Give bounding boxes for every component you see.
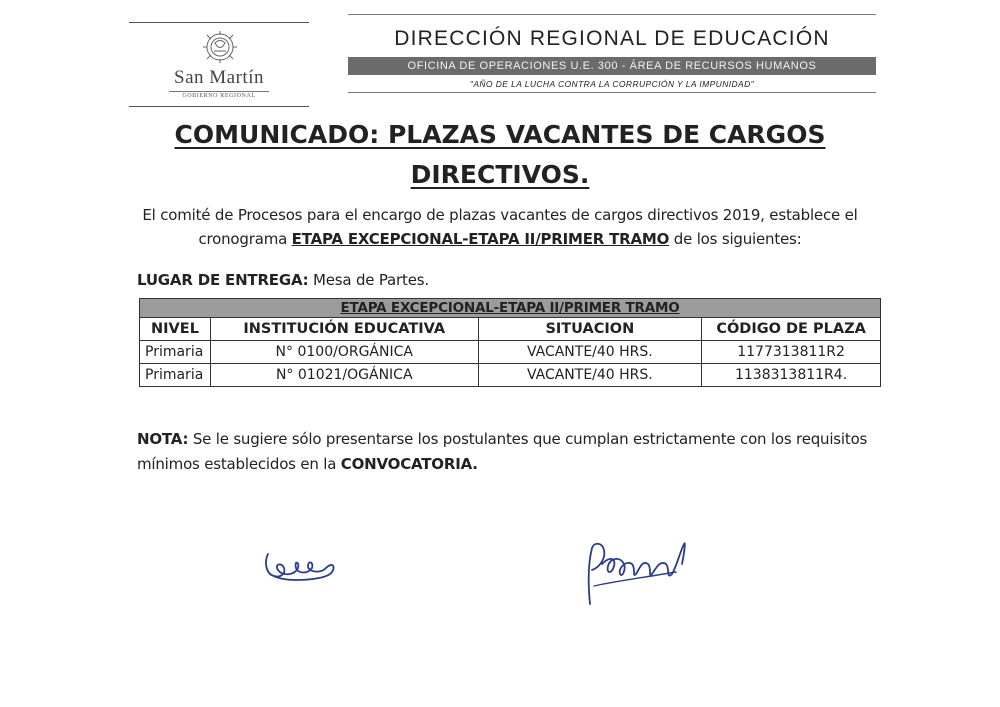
cell-situacion: VACANTE/40 HRS. (478, 364, 702, 387)
gobierno-regional-logo (129, 22, 309, 107)
cell-situacion: VACANTE/40 HRS. (478, 341, 702, 364)
vacancies-table (139, 298, 881, 387)
cell-institucion: N° 01021/OGÁNICA (210, 364, 478, 387)
column-header-situacion: SITUACION (478, 318, 702, 341)
year-motto: "AÑO DE LA LUCHA CONTRA LA CORRUPCIÓN Y LA IMPUNIDAD" (469, 79, 755, 89)
table-row (140, 341, 881, 364)
intro-text-end: de los siguientes: (669, 230, 802, 248)
note-paragraph (137, 427, 877, 477)
office-banner: OFICINA DE OPERACIONES U.E. 300 - ÁREA DE RECURSOS HUMANOS (348, 57, 876, 75)
logo-subtitle: GOBIERNO REGIONAL (169, 91, 269, 99)
column-header-institucion: INSTITUCIÓN EDUCATIVA (210, 318, 478, 341)
note-emphasis: CONVOCATORIA. (340, 455, 478, 473)
table-header-row (140, 318, 881, 341)
intro-paragraph (120, 203, 880, 251)
signature-right (580, 534, 692, 606)
letterhead (348, 14, 876, 93)
letterhead-bottom-rule (348, 92, 876, 93)
cell-nivel: Primaria (140, 364, 211, 387)
cell-institucion: N° 0100/ORGÁNICA (210, 341, 478, 364)
intro-text: El comité de Procesos para el encargo de plazas vacantes de cargos directivos 2019, establece el cronograma (142, 206, 858, 248)
institution-title: DIRECCIÓN REGIONAL DE EDUCACIÓN (394, 27, 830, 50)
cell-codigo: 1177313811R2 (702, 341, 881, 364)
note-text: Se le sugiere sólo presentarse los postulantes que cumplan estrictamente con los requisitos mínimos establecidos en la (137, 430, 868, 473)
column-header-nivel: NIVEL (140, 318, 211, 341)
logo-name: San Martín (174, 67, 264, 88)
table-caption: ETAPA EXCEPCIONAL-ETAPA II/PRIMER TRAMO (140, 299, 881, 318)
note-label: NOTA: (137, 430, 189, 448)
cell-nivel: Primaria (140, 341, 211, 364)
delivery-place-label: LUGAR DE ENTREGA: (137, 271, 309, 289)
signature-left (262, 548, 344, 586)
intro-stage-name: ETAPA EXCEPCIONAL-ETAPA II/PRIMER TRAMO (291, 230, 670, 248)
table-row (140, 364, 881, 387)
column-header-codigo: CÓDIGO DE PLAZA (702, 318, 881, 341)
document-title-line-2: DIRECTIVOS. (410, 160, 590, 189)
delivery-place (137, 271, 429, 289)
delivery-place-value: Mesa de Partes. (308, 271, 429, 289)
regional-coat-of-arms-icon (197, 29, 243, 65)
table-caption-row (140, 299, 881, 318)
cell-codigo: 1138313811R4. (702, 364, 881, 387)
document-title-line-1: COMUNICADO: PLAZAS VACANTES DE CARGOS (174, 120, 826, 149)
